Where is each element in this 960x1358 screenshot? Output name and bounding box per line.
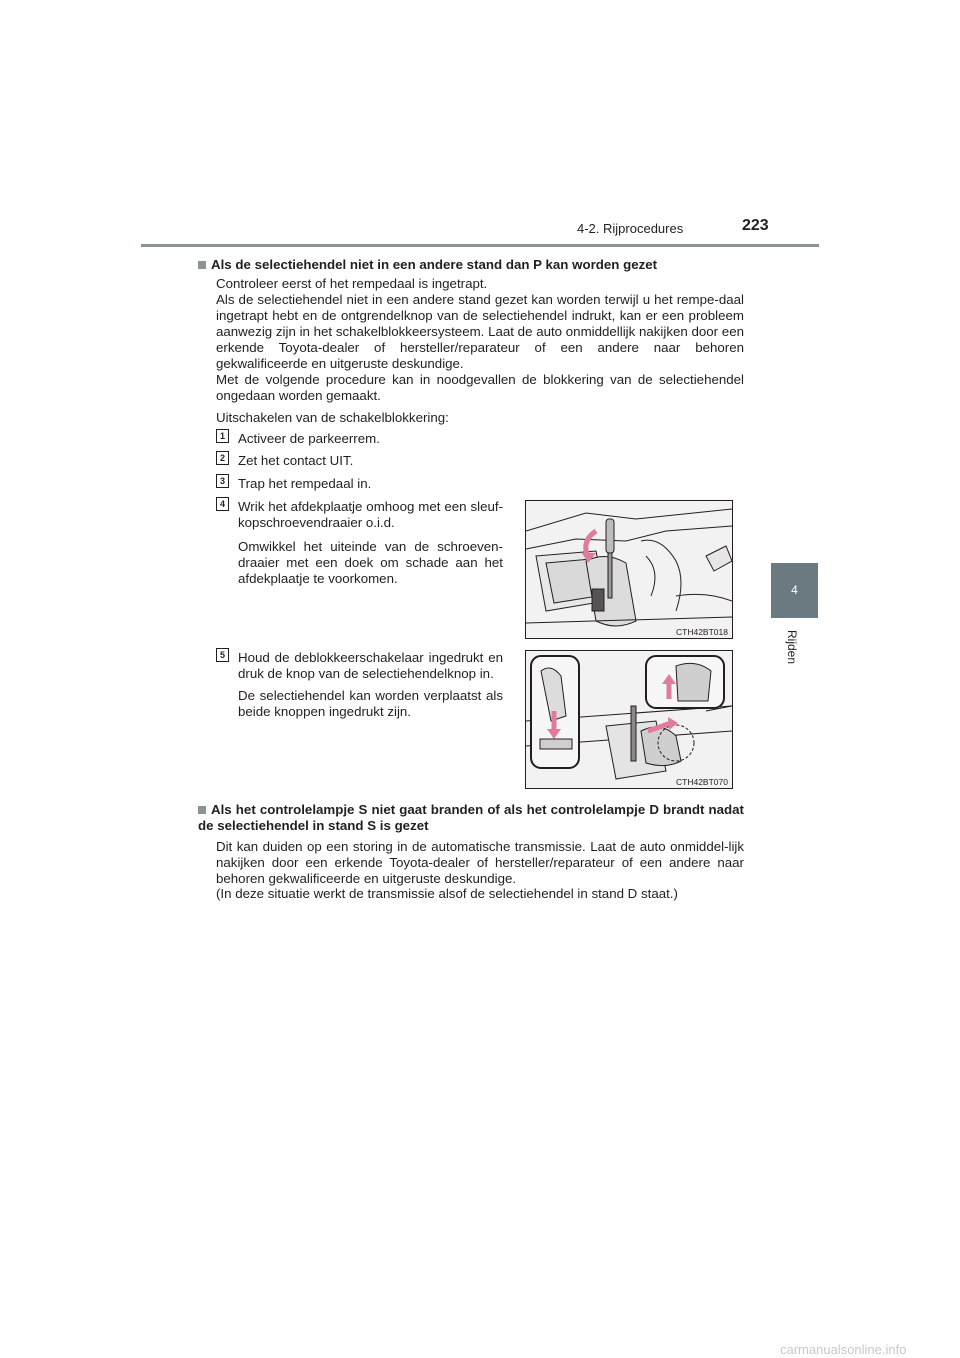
section2-para1: Dit kan duiden op een storing in de automatische transmissie. Laat de auto onmiddel-lijk nakijken door een erkende Toyota-dealer of hersteller/reparateur of een andere naar behoren gekwalificeerde en uitgeruste deskundige.: [216, 839, 744, 886]
section1-para3: Met de volgende procedure kan in noodgevallen de blokkering van de selectiehendel ongedaan worden gemaakt.: [216, 372, 744, 403]
watermark: carmanualsonline.info: [780, 1342, 907, 1357]
section1-intro: Uitschakelen van de schakelblokkering:: [216, 410, 449, 425]
step-number-box: 1: [216, 429, 229, 443]
bullet-square-icon: [198, 806, 206, 814]
step-number-box: 2: [216, 451, 229, 465]
step-text: Houd de deblokkeerschakelaar ingedrukt en druk de knop van de selectiehendelknop in.: [238, 650, 503, 681]
figure-release-button: [525, 650, 733, 789]
step-note: Omwikkel het uiteinde van de schroeven-draaier met een doek om schade aan het afdekplaatje te voorkomen.: [238, 539, 503, 586]
chapter-tab: 4: [771, 563, 818, 618]
step-text: Wrik het afdekplaatje omhoog met een sleuf-kopschroevendraaier o.i.d.: [238, 499, 503, 530]
footer: [0, 1340, 960, 1358]
section1-title: Als de selectiehendel niet in een andere stand dan P kan worden gezet: [211, 257, 658, 272]
section-title: 4-2. Rijprocedures: [577, 221, 684, 236]
header-rule: [141, 244, 819, 247]
step-number-box: 4: [216, 497, 229, 511]
step-text: Activeer de parkeerrem.: [238, 431, 380, 446]
release-button-illustration: [526, 651, 732, 788]
step-note: De selectiehendel kan worden verplaatst als beide knoppen ingedrukt zijn.: [238, 688, 503, 719]
section2-heading: [198, 802, 744, 834]
step-text: Zet het contact UIT.: [238, 453, 354, 468]
figure-code: CTH42BT070: [676, 777, 728, 787]
section2-title: Als het controlelampje S niet gaat branden of als het controlelampje D brandt nadat de selectiehendel in stand S is gezet: [198, 802, 744, 833]
figure-unlock-cover: [525, 500, 733, 639]
section1-heading: [198, 257, 758, 273]
section1-para2: Als de selectiehendel niet in een andere stand gezet kan worden terwijl u het rempe-daal ingetrapt hebt en de ontgrendelknop van de selectiehendel indrukt, kan er een probleem aanwezig zijn in het schakelblokkeersysteem. Laat de auto onmiddellijk nakijken door een erkende Toyota-dealer of hersteller/reparateur of een andere naar behoren gekwalificeerde en uitgeruste deskundige.: [216, 292, 744, 371]
section2-para2: (In deze situatie werkt de transmissie alsof de selectiehendel in stand D staat.): [216, 886, 678, 901]
step-number-box: 3: [216, 474, 229, 488]
screwdriver-cover-illustration: [526, 501, 732, 638]
figure-code: CTH42BT018: [676, 627, 728, 637]
section1-para1: Controleer eerst of het rempedaal is ingetrapt.: [216, 276, 488, 291]
step-number-box: 5: [216, 648, 229, 662]
chapter-label: Rijden: [785, 630, 799, 665]
bullet-square-icon: [198, 261, 206, 269]
page-number: 223: [742, 217, 769, 234]
step-text: Trap het rempedaal in.: [238, 476, 372, 491]
